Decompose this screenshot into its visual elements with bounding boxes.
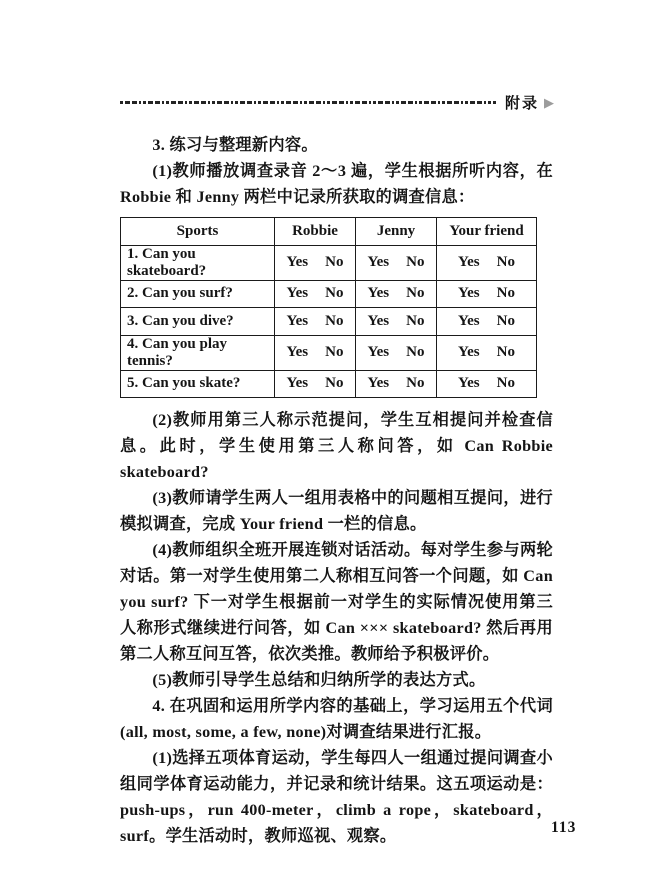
table-row <box>121 280 537 308</box>
yes-no-cell <box>275 370 356 398</box>
survey-table-body <box>121 245 537 398</box>
table-row <box>121 335 537 370</box>
yes-no-cell <box>356 280 437 308</box>
option-no: No <box>496 375 515 392</box>
option-yes: Yes <box>286 285 309 302</box>
survey-table <box>120 217 537 398</box>
yes-no-cell <box>356 245 437 280</box>
paragraph: 3. 练习与整理新内容。 <box>152 136 318 154</box>
option-yes: Yes <box>367 285 390 302</box>
table-row <box>121 245 537 280</box>
page-number: 113 <box>551 819 577 836</box>
option-no: No <box>406 285 425 302</box>
option-no: No <box>496 254 515 270</box>
option-yes: Yes <box>457 254 480 270</box>
option-no: No <box>325 285 344 302</box>
sport-question: 3. Can you dive? <box>121 308 275 336</box>
option-no: No <box>325 344 344 360</box>
sport-question: 5. Can you skate? <box>121 370 275 398</box>
paragraphs-top <box>120 132 553 210</box>
sport-question: 4. Can you play tennis? <box>121 335 275 370</box>
paragraphs-bottom <box>120 407 553 849</box>
yes-no-cell <box>356 308 437 336</box>
yes-no-cell <box>437 335 537 370</box>
yes-no-cell <box>356 335 437 370</box>
yes-no-cell <box>437 245 537 280</box>
option-yes: Yes <box>457 375 480 392</box>
option-no: No <box>496 285 515 302</box>
yes-no-cell <box>275 245 356 280</box>
option-yes: Yes <box>286 375 309 392</box>
option-yes: Yes <box>367 344 390 360</box>
option-yes: Yes <box>286 312 309 329</box>
yes-no-cell <box>275 335 356 370</box>
yes-no-cell <box>437 370 537 398</box>
option-yes: Yes <box>367 375 390 392</box>
option-no: No <box>325 254 344 270</box>
table-row <box>121 308 537 336</box>
option-no: No <box>406 375 425 392</box>
option-no: No <box>325 375 344 392</box>
paragraph: (4)教师组织全班开展连锁对话活动。每对学生参与两轮对话。第一对学生使用第二人称相互问答一个问题，如 Can you surf? 下一对学生根据前一对学生的实际情况使用第三人称形式继续进行问答，如 Can ××× skateboard? 然后再用第二人称互问互答，依次类推。教师给予积极评价。 <box>120 541 553 663</box>
option-yes: Yes <box>367 254 390 270</box>
paragraph: (1)选择五项体育运动，学生每四人一组通过提问调查小组同学体育运动能力，并记录和统计结果。这五项运动是：push-ups，run 400-meter，climb a rope，skateboard，surf。学生活动时，教师巡视、观察。 <box>120 749 553 845</box>
column-header: Jenny <box>356 218 437 246</box>
option-no: No <box>406 344 425 360</box>
option-no: No <box>406 254 425 270</box>
paragraph: (2)教师用第三人称示范提问，学生互相提问并检查信息。此时，学生使用第三人称问答，如 Can Robbie skateboard? <box>120 411 553 481</box>
paragraph: (3)教师请学生两人一组用表格中的问题相互提问，进行模拟调查，完成 Your friend 一栏的信息。 <box>120 489 553 533</box>
table-header-row <box>121 218 537 246</box>
option-no: No <box>325 312 344 329</box>
option-no: No <box>496 344 515 360</box>
yes-no-cell <box>437 280 537 308</box>
paragraph: (1)教师播放调查录音 2～3 遍，学生根据所听内容，在 Robbie 和 Jenny 两栏中记录所获取的调查信息： <box>120 162 553 206</box>
option-yes: Yes <box>457 285 480 302</box>
paragraph: 4. 在巩固和运用所学内容的基础上，学习运用五个代词(all, most, some, a few, none)对调查结果进行汇报。 <box>120 697 553 741</box>
column-header: Sports <box>121 218 275 246</box>
header-section-label: 附录 <box>504 95 539 112</box>
sport-question: 2. Can you surf? <box>121 280 275 308</box>
page-header <box>120 93 554 111</box>
table-row <box>121 370 537 398</box>
option-yes: Yes <box>286 344 309 360</box>
page-content <box>120 132 553 849</box>
option-yes: Yes <box>457 344 480 360</box>
yes-no-cell <box>275 280 356 308</box>
option-yes: Yes <box>367 312 390 329</box>
yes-no-cell <box>356 370 437 398</box>
option-yes: Yes <box>457 312 480 329</box>
right-triangle-icon: ▶ <box>544 94 554 110</box>
yes-no-cell <box>275 308 356 336</box>
yes-no-cell <box>437 308 537 336</box>
column-header: Robbie <box>275 218 356 246</box>
paragraph: (5)教师引导学生总结和归纳所学的表达方式。 <box>152 671 486 689</box>
option-yes: Yes <box>286 254 309 270</box>
sport-question: 1. Can you skateboard? <box>121 245 275 280</box>
header-dotted-line <box>120 101 496 104</box>
option-no: No <box>496 312 515 329</box>
option-no: No <box>406 312 425 329</box>
survey-table-header <box>121 218 537 246</box>
column-header: Your friend <box>437 218 537 246</box>
